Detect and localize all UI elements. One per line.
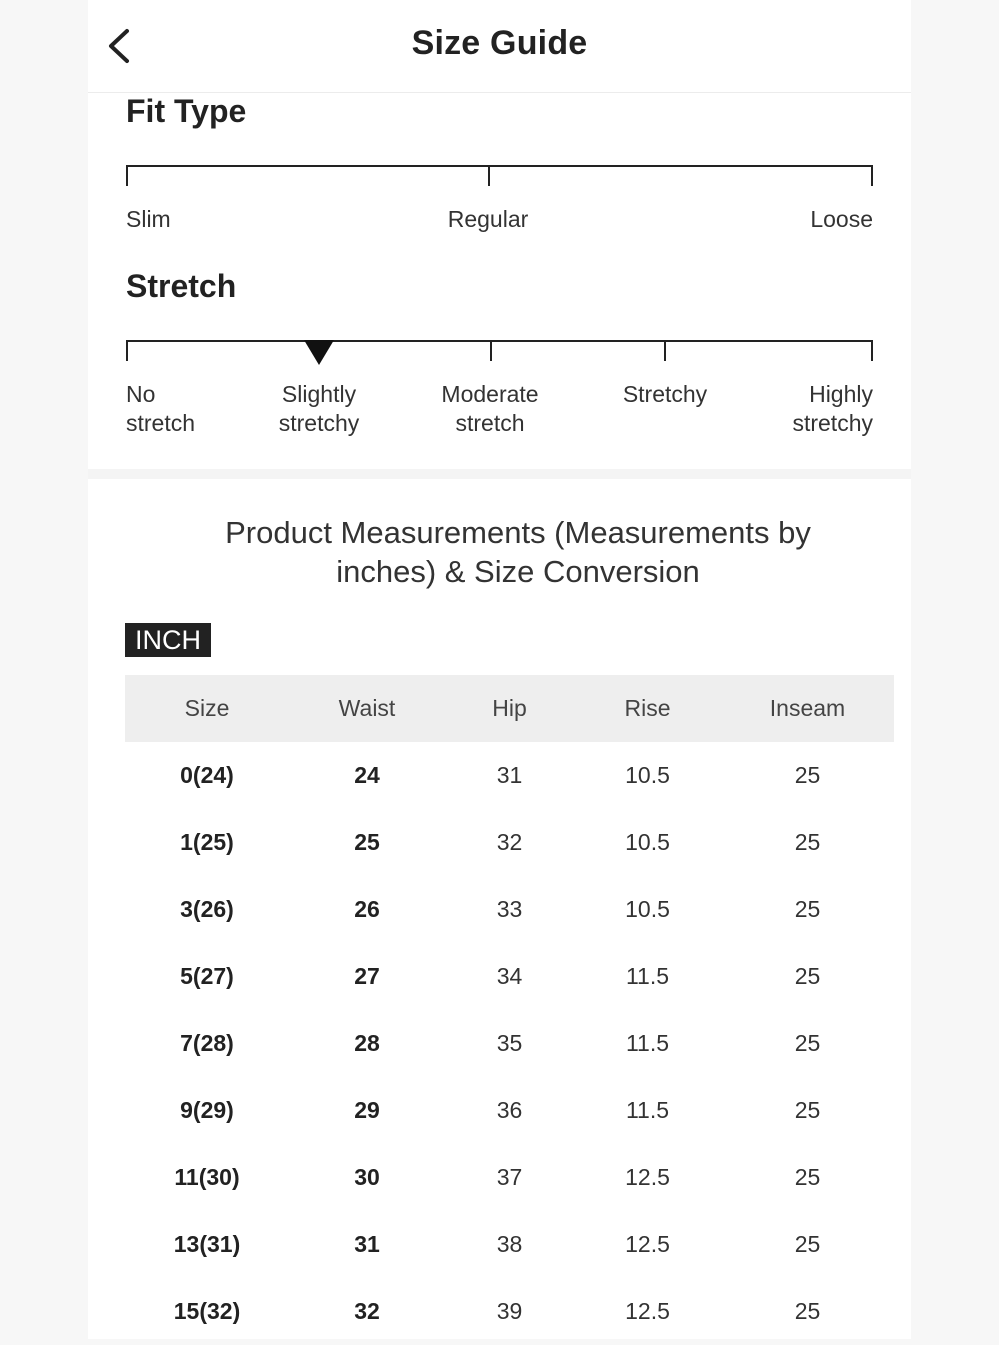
- stretch-tick-highly: [871, 340, 873, 361]
- cell-inseam: 25: [794, 829, 821, 855]
- cell-hip: 35: [496, 1030, 523, 1056]
- cell-inseam: 25: [794, 1030, 821, 1056]
- cell-hip: 38: [496, 1231, 523, 1257]
- stretch-title: Stretch: [126, 268, 237, 304]
- cell-rise: 12.5: [625, 1298, 670, 1324]
- measurements-title: [148, 513, 888, 591]
- cell-waist: 26: [354, 896, 380, 922]
- cell-waist: 30: [354, 1164, 380, 1190]
- size-guide-screen: [88, 0, 911, 1333]
- cell-inseam: 25: [794, 1097, 821, 1123]
- unit-tab-inch[interactable]: INCH: [125, 623, 211, 657]
- cell-size: 5(27): [180, 963, 234, 989]
- top-bar: [88, 0, 911, 93]
- column-header-rise: Rise: [624, 695, 671, 721]
- stretch-tick-no: [126, 340, 128, 361]
- cell-hip: 36: [496, 1097, 523, 1123]
- cell-hip: 33: [496, 896, 523, 922]
- fit-scale-line: [126, 165, 873, 167]
- cell-waist: 28: [354, 1030, 380, 1056]
- stretch-label-slightly: [244, 380, 394, 438]
- stretch-label-moderate-line2: stretch: [455, 410, 525, 436]
- cell-rise: 10.5: [625, 829, 670, 855]
- stretch-tick-stretchy: [664, 340, 666, 361]
- column-header-waist: Waist: [338, 695, 396, 721]
- cell-hip: 32: [496, 829, 523, 855]
- column-header-inseam: Inseam: [769, 695, 846, 721]
- cell-inseam: 25: [794, 896, 821, 922]
- size-table: [125, 675, 894, 1345]
- table-row: [125, 876, 894, 943]
- measurements-card: [88, 479, 911, 1339]
- cell-size: 3(26): [180, 896, 234, 922]
- stretch-label-stretchy-line1: Stretchy: [622, 381, 708, 407]
- cell-rise: 11.5: [625, 1097, 670, 1123]
- cell-rise: 10.5: [625, 762, 670, 788]
- fit-stretch-card: [88, 93, 911, 469]
- cell-rise: 10.5: [625, 896, 670, 922]
- stretch-label-moderate-line1: Moderate: [441, 381, 539, 407]
- stretch-label-no-line2: stretch: [126, 410, 196, 436]
- fit-label-regular: Regular: [447, 206, 529, 232]
- table-row: [125, 809, 894, 876]
- cell-waist: 24: [354, 762, 380, 788]
- cell-inseam: 25: [794, 1231, 821, 1257]
- table-row: [125, 943, 894, 1010]
- fit-tick-loose: [871, 165, 873, 186]
- stretch-tick-moderate: [490, 340, 492, 361]
- cell-waist: 25: [354, 829, 380, 855]
- cell-inseam: 25: [794, 762, 821, 788]
- fit-tick-regular: [488, 165, 490, 186]
- stretch-label-no-line1: No: [126, 381, 156, 407]
- cell-hip: 39: [496, 1298, 523, 1324]
- stretch-label-highly-line2: stretchy: [792, 410, 873, 436]
- table-row: [125, 1010, 894, 1077]
- cell-size: 7(28): [180, 1030, 234, 1056]
- stretch-label-highly: [753, 380, 873, 438]
- table-row: [125, 742, 894, 809]
- cell-rise: 12.5: [625, 1164, 670, 1190]
- table-header: [125, 675, 894, 742]
- cell-size: 0(24): [180, 762, 234, 788]
- cell-inseam: 25: [794, 1298, 821, 1324]
- cell-hip: 31: [496, 762, 523, 788]
- column-header-hip: Hip: [492, 695, 527, 721]
- stretch-scale-line: [126, 340, 873, 342]
- cell-waist: 32: [354, 1298, 380, 1324]
- stretch-label-slightly-line1: Slightly: [281, 381, 357, 407]
- table-row: [125, 1077, 894, 1144]
- cell-waist: 27: [354, 963, 380, 989]
- cell-waist: 29: [354, 1097, 380, 1123]
- cell-rise: 11.5: [625, 963, 670, 989]
- cell-rise: 11.5: [625, 1030, 670, 1056]
- stretch-label-highly-line1: Highly: [809, 381, 873, 407]
- stretch-selected-marker: [304, 340, 334, 365]
- cell-size: 9(29): [180, 1097, 234, 1123]
- stretch-label-moderate: [415, 380, 565, 438]
- fit-type-title: Fit Type: [126, 93, 247, 129]
- cell-size: 1(25): [180, 829, 234, 855]
- table-row: [125, 1144, 894, 1211]
- column-header-size: Size: [184, 695, 230, 721]
- fit-tick-slim: [126, 165, 128, 186]
- cell-size: 15(32): [173, 1298, 241, 1324]
- cell-size: 11(30): [174, 1164, 240, 1190]
- table-row: [125, 1211, 894, 1278]
- cell-rise: 12.5: [625, 1231, 670, 1257]
- page-title: Size Guide: [411, 24, 588, 62]
- cell-size: 13(31): [173, 1231, 241, 1257]
- fit-label-slim: Slim: [126, 206, 171, 232]
- stretch-label-stretchy: [590, 380, 740, 409]
- table-row: [125, 1278, 894, 1345]
- cell-waist: 31: [354, 1231, 380, 1257]
- measurements-title-line1: Product Measurements (Measurements by: [225, 515, 811, 550]
- stretch-label-no: [126, 380, 195, 438]
- cell-hip: 34: [496, 963, 523, 989]
- measurements-title-line2: inches) & Size Conversion: [336, 554, 700, 589]
- fit-label-loose: Loose: [810, 206, 873, 232]
- cell-inseam: 25: [794, 963, 821, 989]
- cell-inseam: 25: [794, 1164, 821, 1190]
- stretch-label-slightly-line2: stretchy: [278, 410, 360, 436]
- cell-hip: 37: [496, 1164, 523, 1190]
